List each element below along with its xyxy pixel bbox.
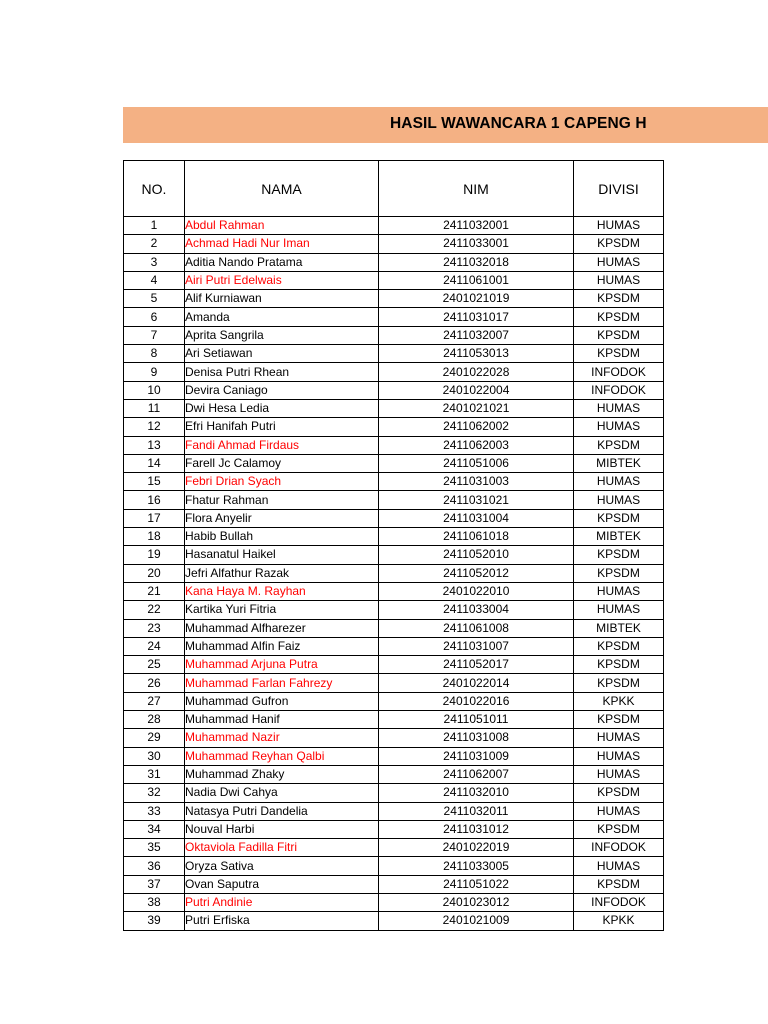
- cell-divisi: HUMAS: [574, 399, 664, 417]
- cell-nim: 2411032011: [379, 802, 574, 820]
- table-row: [124, 253, 664, 271]
- cell-no: 8: [124, 345, 185, 363]
- table-row: [124, 271, 664, 289]
- cell-nim: 2411031008: [379, 729, 574, 747]
- cell-nim: 2401022028: [379, 363, 574, 381]
- table-row: [124, 564, 664, 582]
- cell-divisi: MIBTEK: [574, 528, 664, 546]
- cell-nim: 2411062003: [379, 436, 574, 454]
- cell-divisi: MIBTEK: [574, 619, 664, 637]
- cell-nama: Muhammad Reyhan Qalbi: [185, 747, 379, 765]
- cell-nama: Muhammad Zhaky: [185, 765, 379, 783]
- cell-nama: Efri Hanifah Putri: [185, 418, 379, 436]
- table-row: [124, 418, 664, 436]
- cell-no: 38: [124, 893, 185, 911]
- cell-no: 31: [124, 765, 185, 783]
- cell-divisi: KPSDM: [574, 820, 664, 838]
- cell-divisi: HUMAS: [574, 473, 664, 491]
- cell-nama: Muhammad Arjuna Putra: [185, 656, 379, 674]
- cell-nim: 2411062002: [379, 418, 574, 436]
- table-row: [124, 546, 664, 564]
- table-row: [124, 765, 664, 783]
- cell-nama: Jefri Alfathur Razak: [185, 564, 379, 582]
- cell-nim: 2411052010: [379, 546, 574, 564]
- cell-nim: 2411031012: [379, 820, 574, 838]
- cell-nama: Alif Kurniawan: [185, 290, 379, 308]
- table-row: [124, 912, 664, 930]
- cell-nama: Muhammad Alfin Faiz: [185, 637, 379, 655]
- table-row: [124, 802, 664, 820]
- cell-nim: 2411032018: [379, 253, 574, 271]
- table-row: [124, 729, 664, 747]
- cell-divisi: HUMAS: [574, 491, 664, 509]
- cell-no: 15: [124, 473, 185, 491]
- table-row: [124, 857, 664, 875]
- cell-nama: Fandi Ahmad Firdaus: [185, 436, 379, 454]
- table-row: [124, 290, 664, 308]
- cell-no: 26: [124, 674, 185, 692]
- cell-no: 33: [124, 802, 185, 820]
- cell-divisi: KPSDM: [574, 235, 664, 253]
- cell-nama: Muhammad Farlan Fahrezy: [185, 674, 379, 692]
- table-row: [124, 784, 664, 802]
- cell-nim: 2401022016: [379, 692, 574, 710]
- cell-nama: Hasanatul Haikel: [185, 546, 379, 564]
- cell-no: 21: [124, 582, 185, 600]
- cell-divisi: HUMAS: [574, 582, 664, 600]
- cell-divisi: HUMAS: [574, 271, 664, 289]
- table-row: [124, 528, 664, 546]
- cell-nim: 2411031017: [379, 308, 574, 326]
- cell-divisi: HUMAS: [574, 418, 664, 436]
- cell-divisi: HUMAS: [574, 253, 664, 271]
- cell-nim: 2411031021: [379, 491, 574, 509]
- cell-nama: Putri Erfiska: [185, 912, 379, 930]
- cell-no: 14: [124, 454, 185, 472]
- cell-no: 39: [124, 912, 185, 930]
- cell-divisi: KPKK: [574, 692, 664, 710]
- cell-no: 16: [124, 491, 185, 509]
- table-row: [124, 436, 664, 454]
- cell-no: 29: [124, 729, 185, 747]
- table-row: [124, 839, 664, 857]
- cell-nama: Muhammad Alfharezer: [185, 619, 379, 637]
- cell-nama: Denisa Putri Rhean: [185, 363, 379, 381]
- cell-divisi: KPKK: [574, 912, 664, 930]
- cell-nim: 2411051006: [379, 454, 574, 472]
- table-row: [124, 308, 664, 326]
- cell-nim: 2401022019: [379, 839, 574, 857]
- table-row: [124, 747, 664, 765]
- header-nama: NAMA: [185, 161, 379, 217]
- cell-no: 24: [124, 637, 185, 655]
- table-row: [124, 711, 664, 729]
- cell-divisi: INFODOK: [574, 839, 664, 857]
- cell-nama: Kartika Yuri Fitria: [185, 601, 379, 619]
- cell-no: 5: [124, 290, 185, 308]
- cell-divisi: INFODOK: [574, 381, 664, 399]
- cell-nama: Flora Anyelir: [185, 509, 379, 527]
- table-row: [124, 473, 664, 491]
- cell-nim: 2411033004: [379, 601, 574, 619]
- cell-no: 10: [124, 381, 185, 399]
- cell-no: 9: [124, 363, 185, 381]
- cell-no: 4: [124, 271, 185, 289]
- cell-divisi: KPSDM: [574, 656, 664, 674]
- header-row: [124, 161, 664, 217]
- cell-divisi: KPSDM: [574, 509, 664, 527]
- cell-nim: 2411061008: [379, 619, 574, 637]
- cell-nama: Muhammad Hanif: [185, 711, 379, 729]
- cell-nama: Habib Bullah: [185, 528, 379, 546]
- table-row: [124, 893, 664, 911]
- cell-nim: 2411062007: [379, 765, 574, 783]
- page-title: HASIL WAWANCARA 1 CAPENG H: [390, 115, 647, 132]
- table-row: [124, 399, 664, 417]
- cell-divisi: INFODOK: [574, 893, 664, 911]
- cell-nama: Amanda: [185, 308, 379, 326]
- table-row: [124, 235, 664, 253]
- cell-nim: 2411032001: [379, 217, 574, 235]
- cell-divisi: KPSDM: [574, 308, 664, 326]
- cell-nama: Aditia Nando Pratama: [185, 253, 379, 271]
- cell-nim: 2411032010: [379, 784, 574, 802]
- cell-nama: Nadia Dwi Cahya: [185, 784, 379, 802]
- cell-nim: 2411032007: [379, 326, 574, 344]
- cell-divisi: INFODOK: [574, 363, 664, 381]
- cell-no: 22: [124, 601, 185, 619]
- cell-no: 20: [124, 564, 185, 582]
- cell-nim: 2411061018: [379, 528, 574, 546]
- table-row: [124, 875, 664, 893]
- cell-nim: 2401022004: [379, 381, 574, 399]
- table-row: [124, 363, 664, 381]
- cell-no: 37: [124, 875, 185, 893]
- cell-no: 36: [124, 857, 185, 875]
- cell-nim: 2401021019: [379, 290, 574, 308]
- cell-no: 3: [124, 253, 185, 271]
- table-row: [124, 601, 664, 619]
- cell-no: 12: [124, 418, 185, 436]
- cell-divisi: KPSDM: [574, 711, 664, 729]
- table-row: [124, 692, 664, 710]
- cell-nim: 2411033005: [379, 857, 574, 875]
- cell-divisi: KPSDM: [574, 875, 664, 893]
- cell-divisi: HUMAS: [574, 857, 664, 875]
- table-row: [124, 509, 664, 527]
- cell-no: 34: [124, 820, 185, 838]
- cell-no: 11: [124, 399, 185, 417]
- cell-nama: Muhammad Gufron: [185, 692, 379, 710]
- cell-nama: Febri Drian Syach: [185, 473, 379, 491]
- cell-nim: 2411031007: [379, 637, 574, 655]
- cell-nim: 2401022014: [379, 674, 574, 692]
- cell-nama: Dwi Hesa Ledia: [185, 399, 379, 417]
- cell-no: 13: [124, 436, 185, 454]
- cell-nama: Nouval Harbi: [185, 820, 379, 838]
- cell-no: 7: [124, 326, 185, 344]
- cell-nim: 2411031004: [379, 509, 574, 527]
- cell-no: 19: [124, 546, 185, 564]
- cell-nama: Muhammad Nazir: [185, 729, 379, 747]
- cell-nama: Abdul Rahman: [185, 217, 379, 235]
- table-row: [124, 619, 664, 637]
- table-row: [124, 491, 664, 509]
- table-row: [124, 656, 664, 674]
- cell-no: 6: [124, 308, 185, 326]
- cell-nama: Oktaviola Fadilla Fitri: [185, 839, 379, 857]
- cell-nama: Oryza Sativa: [185, 857, 379, 875]
- cell-nama: Putri Andinie: [185, 893, 379, 911]
- table-row: [124, 637, 664, 655]
- table-row: [124, 582, 664, 600]
- cell-nama: Achmad Hadi Nur Iman: [185, 235, 379, 253]
- cell-divisi: KPSDM: [574, 784, 664, 802]
- cell-divisi: KPSDM: [574, 674, 664, 692]
- cell-no: 28: [124, 711, 185, 729]
- cell-divisi: HUMAS: [574, 601, 664, 619]
- cell-nim: 2411061001: [379, 271, 574, 289]
- cell-no: 32: [124, 784, 185, 802]
- cell-no: 27: [124, 692, 185, 710]
- title-banner: [123, 107, 768, 143]
- table-row: [124, 454, 664, 472]
- cell-nim: 2401023012: [379, 893, 574, 911]
- cell-nama: Ari Setiawan: [185, 345, 379, 363]
- cell-nim: 2411051022: [379, 875, 574, 893]
- cell-nim: 2401021009: [379, 912, 574, 930]
- cell-nama: Devira Caniago: [185, 381, 379, 399]
- cell-nim: 2411033001: [379, 235, 574, 253]
- cell-no: 25: [124, 656, 185, 674]
- cell-no: 18: [124, 528, 185, 546]
- cell-nim: 2411051011: [379, 711, 574, 729]
- cell-divisi: HUMAS: [574, 765, 664, 783]
- header-no: NO.: [124, 161, 185, 217]
- cell-nim: 2411031009: [379, 747, 574, 765]
- header-nim: NIM: [379, 161, 574, 217]
- table-row: [124, 674, 664, 692]
- cell-no: 1: [124, 217, 185, 235]
- cell-divisi: KPSDM: [574, 564, 664, 582]
- cell-nama: Natasya Putri Dandelia: [185, 802, 379, 820]
- table-row: [124, 345, 664, 363]
- cell-divisi: KPSDM: [574, 345, 664, 363]
- cell-nim: 2401022010: [379, 582, 574, 600]
- cell-no: 2: [124, 235, 185, 253]
- cell-divisi: HUMAS: [574, 217, 664, 235]
- cell-nama: Aprita Sangrila: [185, 326, 379, 344]
- cell-divisi: KPSDM: [574, 546, 664, 564]
- table-row: [124, 326, 664, 344]
- cell-nim: 2411053013: [379, 345, 574, 363]
- results-table: [123, 160, 664, 931]
- cell-no: 30: [124, 747, 185, 765]
- cell-no: 17: [124, 509, 185, 527]
- header-divisi: DIVISI: [574, 161, 664, 217]
- cell-no: 35: [124, 839, 185, 857]
- table-row: [124, 217, 664, 235]
- cell-divisi: HUMAS: [574, 729, 664, 747]
- cell-nama: Ovan Saputra: [185, 875, 379, 893]
- cell-divisi: MIBTEK: [574, 454, 664, 472]
- cell-divisi: KPSDM: [574, 637, 664, 655]
- cell-nama: Airi Putri Edelwais: [185, 271, 379, 289]
- cell-divisi: HUMAS: [574, 802, 664, 820]
- cell-nama: Farell Jc Calamoy: [185, 454, 379, 472]
- cell-nama: Fhatur Rahman: [185, 491, 379, 509]
- table-row: [124, 820, 664, 838]
- table-body: [124, 217, 664, 931]
- cell-nim: 2411052017: [379, 656, 574, 674]
- cell-nim: 2411031003: [379, 473, 574, 491]
- cell-divisi: HUMAS: [574, 747, 664, 765]
- cell-divisi: KPSDM: [574, 290, 664, 308]
- cell-no: 23: [124, 619, 185, 637]
- cell-nama: Kana Haya M. Rayhan: [185, 582, 379, 600]
- cell-nim: 2411052012: [379, 564, 574, 582]
- cell-divisi: KPSDM: [574, 326, 664, 344]
- table-row: [124, 381, 664, 399]
- cell-nim: 2401021021: [379, 399, 574, 417]
- cell-divisi: KPSDM: [574, 436, 664, 454]
